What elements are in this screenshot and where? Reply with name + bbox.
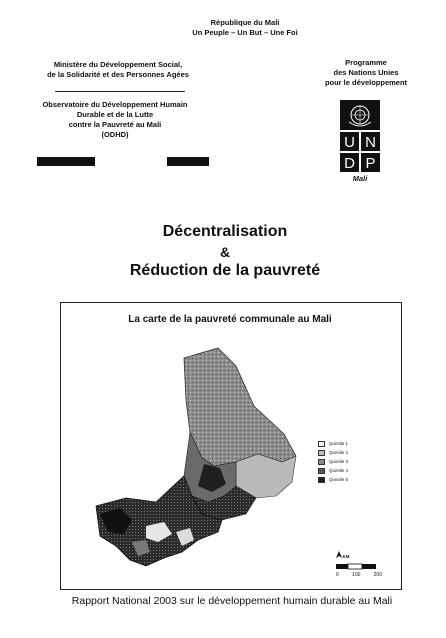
legend-label: Quintile 2 [329, 450, 349, 455]
ministry-line: Ministère du Développement Social, [53, 60, 183, 69]
observatoire-line: contre la Pauvreté au Mali [68, 120, 162, 129]
redaction-bar [167, 157, 209, 166]
legend-swatch [318, 459, 325, 465]
logo-letter-d: D [344, 155, 355, 172]
legend-item [318, 440, 378, 448]
observatoire-line: Durable et de la Lutte [76, 110, 154, 119]
redaction-bar [37, 157, 95, 166]
legend-label: Quintile 5 [329, 477, 349, 482]
observatoire-acronym: (ODHD) [101, 130, 129, 139]
observatoire-name [30, 100, 200, 140]
scale-label: 0 [336, 572, 339, 578]
scale-unit: KM [342, 554, 350, 559]
scale-labels [336, 572, 382, 578]
republic-header [150, 18, 340, 38]
scale-label: 100 [352, 572, 361, 578]
legend-swatch [318, 450, 325, 456]
title-line-1: Décentralisation [162, 223, 288, 240]
ministry-name [28, 60, 208, 80]
legend-label: Quintile 1 [329, 441, 349, 446]
legend-swatch [318, 477, 325, 483]
map-region-north [184, 348, 296, 466]
programme-line: Programme [345, 58, 387, 67]
logo-letter-u: U [344, 134, 355, 151]
programme-line: des Nations Unies [333, 68, 399, 77]
undp-programme-name [316, 58, 416, 88]
logo-letter-p: P [365, 155, 376, 172]
legend-label: Quintile 4 [329, 468, 349, 473]
legend-swatch [318, 441, 325, 447]
national-motto: Un Peuple – Un But – Une Foi [192, 28, 298, 37]
legend-label: Quintile 3 [329, 459, 349, 464]
undp-logo [340, 100, 380, 172]
title-ampersand: & [219, 244, 231, 260]
republic-name: République du Mali [210, 18, 280, 27]
scale-label: 200 [373, 572, 382, 578]
map-legend [318, 440, 378, 485]
programme-line: pour le développement [324, 78, 408, 87]
report-footer: Rapport National 2003 sur le développement humain durable au Mali [71, 595, 393, 607]
legend-item [318, 467, 378, 475]
undp-country: Mali [352, 174, 368, 183]
observatoire-line: Observatoire du Développement Humain [42, 100, 188, 109]
logo-letter-n: N [365, 134, 376, 151]
legend-swatch [318, 468, 325, 474]
map-title: La carte de la pauvreté communale au Mali [128, 314, 332, 325]
separator-rule [55, 91, 185, 92]
title-line-3: Réduction de la pauvreté [129, 262, 321, 279]
ministry-line: de la Solidarité et des Personnes Agées [47, 70, 189, 79]
legend-item [318, 458, 378, 466]
mali-poverty-map [86, 336, 314, 576]
legend-item [318, 476, 378, 484]
legend-item [318, 449, 378, 457]
